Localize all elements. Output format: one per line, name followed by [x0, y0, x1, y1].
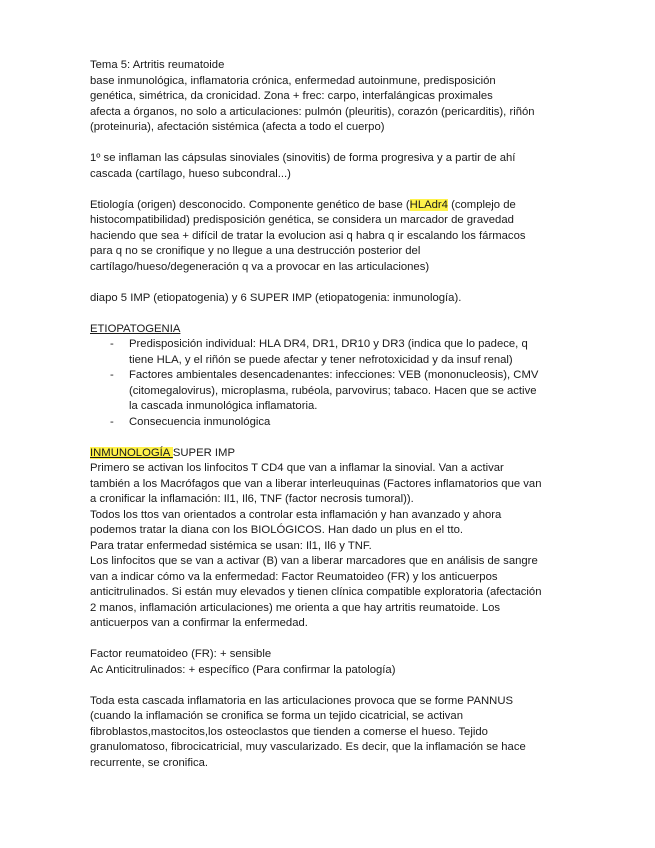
etiopatogenia-list: [90, 337, 570, 430]
intro-paragraph: [90, 74, 570, 136]
bullet-dash: -: [110, 415, 114, 428]
factor-line: Factor reumatoideo (FR): + sensible: [90, 648, 272, 660]
etiologia-line: cartílago/hueso/degeneración q va a provocar en las articulaciones): [90, 260, 430, 273]
paragraph-gap: [90, 136, 570, 152]
list-item: [90, 368, 570, 415]
etiopatogenia-heading: ETIOPATOGENIA: [90, 322, 181, 335]
hladr4-highlight: HLAdr4: [409, 198, 448, 211]
inmunologia-line: podemos tratar la diana con los BIOLÓGICOS. Han dado un plus en el tto.: [90, 524, 464, 536]
inmunologia-line: Primero se activan los linfocitos T CD4 que van a inflamar la sinovial. Van a activar: [90, 462, 504, 474]
inmunologia-line: Todos los ttos van orientados a controlar esta inflamación y han avanzado y ahora: [90, 508, 502, 521]
intro-line: (proteinuria), afectación sistémica (afecta a todo el cuerpo): [90, 121, 385, 133]
etiologia-text: Etiología (origen) desconocido. Componente genético de base (: [90, 198, 410, 211]
bullet-dash: -: [110, 369, 114, 381]
pannus-line: Toda esta cascada inflamatoria en las articulaciones provoca que se forme PANNUS: [90, 694, 514, 707]
etiologia-line: histocompatibilidad) predisposición genética, se considera un marcador de gravedad: [90, 214, 514, 226]
etiologia-line: [90, 198, 570, 214]
intro-line: afecta a órganos, no solo a articulaciones: pulmón (pleuritis), corazón (pericarditis), riñón: [90, 105, 535, 118]
intro-line: genética, simétrica, da cronicidad. Zona + frec: carpo, interfalángicas proximales: [90, 90, 493, 102]
inmunologia-line: a cronificar la inflamación: Il1, Il6, TNF (factor necrosis tumoral)).: [90, 493, 414, 505]
paragraph-gap: [90, 306, 570, 322]
inmunologia-line: 2 manos, inflamación articulaciones) me orienta a que hay artritis reumatoide. Los: [90, 601, 501, 614]
etiologia-paragraph: [90, 198, 570, 276]
list-item: [90, 337, 570, 368]
paragraph-gap: [90, 182, 570, 198]
intro-line: base inmunológica, inflamatoria crónica, enfermedad autoinmune, predisposición: [90, 74, 496, 87]
pannus-line: recurrente, se cronifica.: [90, 756, 209, 769]
document-title: Tema 5: Artritis reumatoide: [90, 59, 225, 71]
etiologia-line: para q no se cronifique y no llegue a una destrucción posterior del: [90, 245, 421, 257]
inmunologia-line: Los linfocitos que se van a activar (B) van a liberar marcadores que en análisis de sangre: [90, 555, 538, 567]
paragraph-gap: [90, 632, 570, 648]
paragraph-gap: [90, 678, 570, 694]
inmunologia-section: [90, 446, 570, 632]
paragraph-gap: [90, 275, 570, 291]
inmunologia-line: anticuerpos van a confirmar la enfermedad.: [90, 617, 308, 629]
inmunologia-line: van a indicar cómo va la enfermedad: Factor Reumatoideo (FR) y los anticuerpos: [90, 570, 498, 583]
pannus-line: (cuando la inflamación se cronifica se forma un tejido cicatricial, se activan: [90, 710, 463, 722]
list-item-line: (citomegalovirus), microplasma, rubéola, parvovirus; tabaco. Hacen que se active: [129, 384, 537, 397]
etiologia-line: haciendo que sea + difícil de tratar la evolucion asi q habra q ir escalando los fármacos: [90, 229, 526, 242]
list-item-line: tiene HLA, y el riñón se puede afectar y tener nefrotoxicidad y da insuf renal): [129, 353, 513, 366]
paragraph-gap: [90, 430, 570, 446]
etiologia-text: (complejo de: [447, 198, 516, 211]
list-item: [90, 415, 570, 431]
pannus-line: granulomatoso, fibrocicatricial, muy vascularizado. Es decir, que la inflamación se hace: [90, 741, 526, 753]
diapo-note: diapo 5 IMP (etiopatogenia) y 6 SUPER IMP (etiopatogenia: inmunología).: [90, 291, 462, 304]
inmunologia-heading: [90, 446, 570, 462]
pannus-paragraph: [90, 694, 570, 772]
inmunologia-line: anticitrulinados. Si están muy elevados y tienen clínica compatible exploratoria (afectación: [90, 586, 542, 598]
inmunologia-highlight: INMUNOLOGÍA: [90, 446, 173, 459]
sinovitis-paragraph: [90, 151, 570, 182]
sinovitis-line: 1º se inflaman las cápsulas sinoviales (sinovitis) de forma progresiva y a partir de ahí: [90, 152, 516, 164]
list-item-line: Factores ambientales desencadenantes: infecciones: VEB (mononucleosis), CMV: [129, 369, 539, 381]
inmunologia-heading-rest: SUPER IMP: [172, 446, 236, 459]
etiopatogenia-section: [90, 322, 570, 431]
inmunologia-line: también a los Macrófagos que van a liberar interleuquinas (Factores inflamatorios que van: [90, 477, 542, 490]
bullet-dash: -: [110, 338, 114, 350]
sinovitis-line: cascada (cartílago, hueso subcondral...): [90, 167, 291, 180]
factor-line: Ac Anticitrulinados: + específico (Para confirmar la patología): [90, 663, 396, 676]
list-item-line: la cascada inmunológica inflamatoria.: [129, 400, 318, 412]
list-item-line: Consecuencia inmunológica: [129, 415, 271, 428]
factores-paragraph: [90, 647, 570, 678]
list-item-line: Predisposición individual: HLA DR4, DR1, DR10 y DR3 (indica que lo padece, q: [129, 338, 528, 350]
pannus-line: fibroblastos,mastocitos,los osteoclastos que tienden a comerse el hueso. Tejido: [90, 725, 488, 738]
document-page: [90, 58, 570, 771]
inmunologia-line: Para tratar enfermedad sistémica se usan: Il1, Il6 y TNF.: [90, 539, 372, 552]
